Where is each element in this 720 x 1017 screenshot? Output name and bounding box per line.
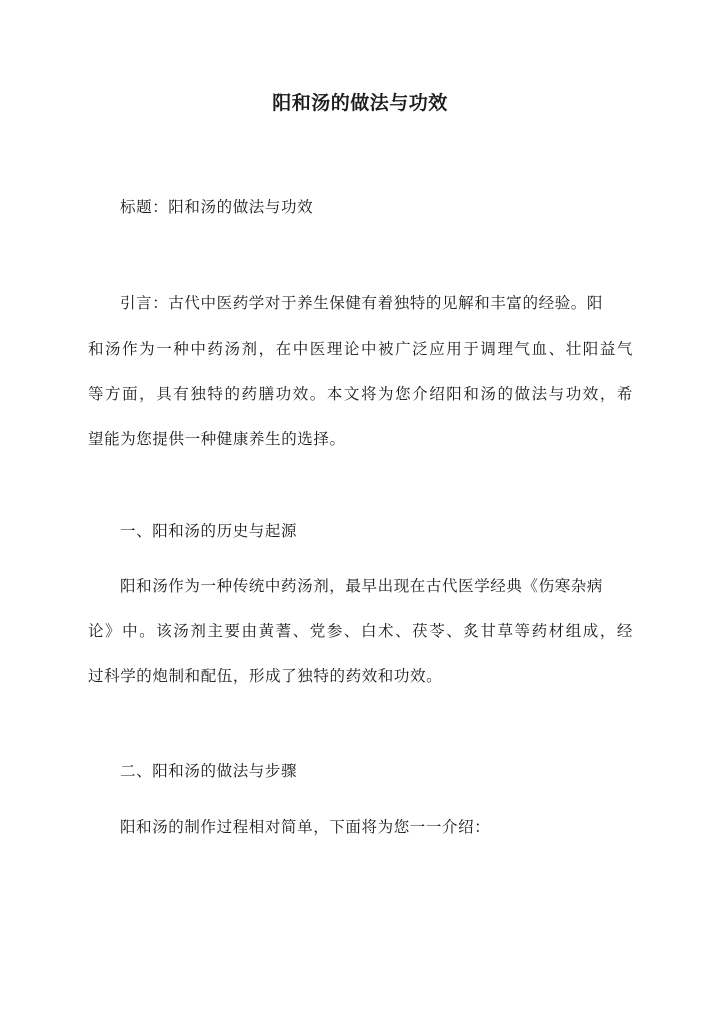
paragraph-line: 阳和汤的制作过程相对简单，下面将为您一一介绍： xyxy=(120,818,491,836)
paragraph-line: 等方面，具有独特的药膳功效。本文将为您介绍阳和汤的做法与功效，希 xyxy=(88,385,633,403)
paragraph-line: 论》中。该汤剂主要由黄蓍、党参、白术、茯苓、炙甘草等药材组成，经 xyxy=(88,622,633,640)
paragraph-line: 望能为您提供一种健康养生的选择。 xyxy=(88,430,346,448)
paragraph-line: 阳和汤作为一种传统中药汤剂，最早出现在古代医学经典《伤寒杂病 xyxy=(120,577,604,595)
paragraph-line: 和汤作为一种中药汤剂，在中医理论中被广泛应用于调理气血、壮阳益气 xyxy=(88,340,633,358)
document-title: 阳和汤的做法与功效 xyxy=(272,92,448,114)
paragraph-line: 过科学的炮制和配伍，形成了独特的药效和功效。 xyxy=(88,667,443,685)
section-heading: 二、阳和汤的做法与步骤 xyxy=(120,762,298,780)
subject-line: 标题：阳和汤的做法与功效 xyxy=(120,198,314,216)
paragraph-line: 引言：古代中医药学对于养生保健有着独特的见解和丰富的经验。阳 xyxy=(120,294,604,312)
section-heading: 一、阳和汤的历史与起源 xyxy=(120,522,298,540)
